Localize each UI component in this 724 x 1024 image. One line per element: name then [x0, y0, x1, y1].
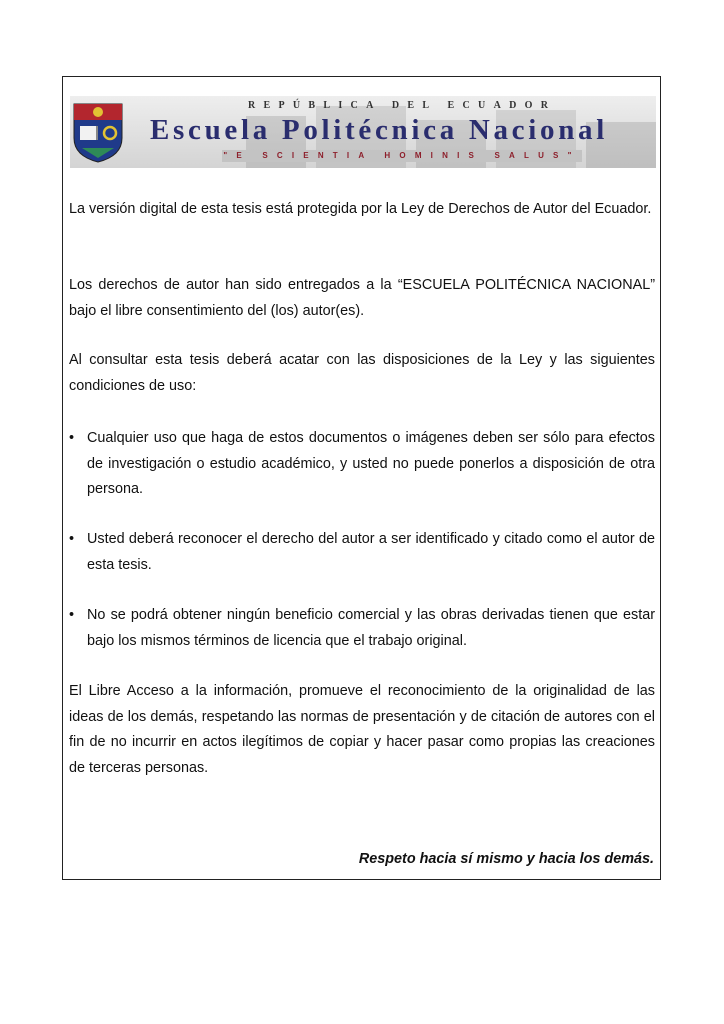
document-frame [62, 76, 661, 880]
country-label: REPÚBLICA DEL ECUADOR [248, 100, 557, 111]
list-item-text: Usted deberá reconocer el derecho del autor a ser identificado y citado como el autor de esta tesis. [87, 531, 655, 573]
bullet-glyph: • [69, 531, 75, 547]
paragraph-copyright: La versión digital de esta tesis está protegida por la Ley de Derechos de Autor del Ecuador. [69, 201, 652, 217]
bullet-glyph: • [69, 430, 75, 446]
list-item [69, 603, 655, 654]
closing-statement: Respeto hacia sí mismo y hacia los demás. [358, 851, 654, 867]
paragraph-open-access: El Libre Acceso a la información, promueve el reconocimiento de la originalidad de las ideas de los demás, respetando las normas de presentación y de citación de autores con el fin de no incurrir en actos ilegítimos de copiar y hacer pasar como propias las creaciones de terceras personas. [69, 683, 655, 776]
list-item-text: No se podrá obtener ningún beneficio comercial y las obras derivadas tienen que estar bajo los mismos términos de licencia que el trabajo original. [87, 607, 655, 649]
paragraph-rights: Los derechos de autor han sido entregados a la “ESCUELA POLITÉCNICA NACIONAL” bajo el libre consentimiento del (los) autor(es). [69, 277, 655, 319]
list-item [69, 527, 655, 578]
list-item [69, 426, 655, 503]
shield-book-gear-icon [72, 98, 124, 164]
institution-motto: "E SCIENTIA HOMINIS SALUS" [223, 151, 581, 160]
institution-banner [70, 96, 656, 168]
paragraph-conditions: Al consultar esta tesis deberá acatar con las disposiciones de la Ley y las siguientes condiciones de uso: [69, 352, 655, 394]
bullet-glyph: • [69, 607, 75, 623]
list-item-text: Cualquier uso que haga de estos documentos o imágenes deben ser sólo para efectos de investigación o estudio académico, y usted no puede ponerlos a disposición de otra persona. [87, 430, 655, 497]
institution-name: Escuela Politécnica Nacional [150, 114, 609, 146]
